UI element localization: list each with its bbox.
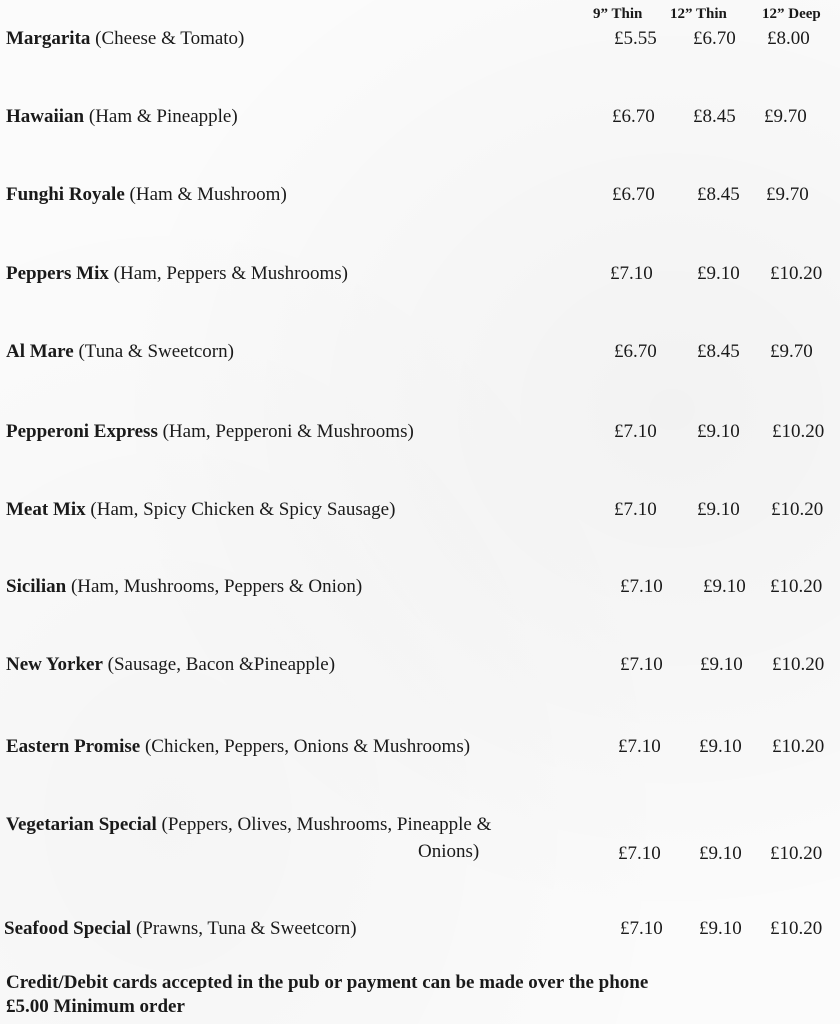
pizza-name: New Yorker [6,654,103,675]
pizza-toppings: (Ham & Mushroom) [129,184,287,205]
price-12-deep: £10.20 [770,918,823,939]
header-12-deep: 12” Deep [762,6,821,22]
pizza-entry [6,736,470,758]
pizza-toppings: (Prawns, Tuna & Sweetcorn) [135,918,357,939]
pizza-toppings: (Ham, Pepperoni & Mushrooms) [162,421,414,442]
pizza-name: Meat Mix [6,499,86,520]
pizza-toppings: (Peppers, Olives, Mushrooms, Pineapple & [161,814,492,835]
price-12-thin: £9.10 [697,263,740,284]
price-9-thin: £5.55 [614,28,657,49]
pizza-name: Funghi Royale [6,184,125,205]
price-12-thin: £9.10 [697,499,740,520]
price-12-deep: £10.20 [770,263,823,284]
pizza-name: Seafood Special [4,918,132,939]
price-9-thin: £7.10 [620,654,663,675]
price-12-deep: £9.70 [764,106,807,127]
price-12-deep: £9.70 [770,341,813,362]
price-12-thin: £6.70 [693,28,736,49]
pizza-toppings: (Ham & Pineapple) [88,106,238,127]
price-9-thin: £7.10 [614,421,657,442]
pizza-toppings: (Ham, Peppers & Mushrooms) [113,263,348,284]
pizza-entry [6,263,348,285]
price-12-deep: £10.20 [771,499,824,520]
header-9-thin: 9” Thin [593,6,643,22]
price-12-thin: £9.10 [699,736,742,757]
pizza-name: Sicilian [6,576,67,597]
pizza-toppings-continued: Onions) [418,841,480,862]
price-12-thin: £8.45 [697,341,740,362]
pizza-toppings: (Sausage, Bacon &Pineapple) [107,654,336,675]
price-9-thin: £7.10 [618,843,661,864]
pizza-toppings: (Ham, Spicy Chicken & Spicy Sausage) [90,499,396,520]
price-9-thin: £6.70 [614,341,657,362]
pizza-entry [6,184,287,206]
price-9-thin: £7.10 [618,736,661,757]
pizza-entry [4,918,357,940]
price-9-thin: £7.10 [620,918,663,939]
pizza-entry [6,106,238,128]
price-9-thin: £7.10 [610,263,653,284]
price-12-deep: £10.20 [772,421,825,442]
price-12-thin: £8.45 [697,184,740,205]
pizza-toppings: (Ham, Mushrooms, Peppers & Onion) [70,576,363,597]
pizza-name: Vegetarian Special [6,814,157,835]
price-12-deep: £10.20 [770,843,823,864]
pizza-entry [6,654,335,676]
pizza-toppings: (Tuna & Sweetcorn) [78,341,234,362]
pizza-name: Margarita [6,28,91,49]
pizza-name: Peppers Mix [6,263,109,284]
price-12-deep: £10.20 [772,654,825,675]
price-12-thin: £9.10 [703,576,746,597]
payment-note: Credit/Debit cards accepted in the pub or payment can be made over the phone [6,972,649,993]
price-12-thin: £9.10 [699,918,742,939]
price-12-thin: £9.10 [699,843,742,864]
minimum-order-note: £5.00 Minimum order [6,996,185,1017]
pizza-toppings: (Cheese & Tomato) [95,28,245,49]
price-12-thin: £8.45 [693,106,736,127]
header-12-thin: 12” Thin [670,6,727,22]
price-12-deep: £10.20 [772,736,825,757]
pizza-toppings: (Chicken, Peppers, Onions & Mushrooms) [144,736,471,757]
pizza-name: Hawaiian [6,106,85,127]
pizza-name: Eastern Promise [6,736,141,757]
pizza-name: Pepperoni Express [6,421,158,442]
price-9-thin: £6.70 [612,184,655,205]
pizza-name: Al Mare [6,341,74,362]
price-12-deep: £10.20 [770,576,823,597]
pizza-entry [6,341,234,363]
pizza-entry [6,421,414,443]
price-12-thin: £9.10 [700,654,743,675]
price-9-thin: £7.10 [620,576,663,597]
pizza-entry [6,499,395,521]
price-9-thin: £7.10 [614,499,657,520]
pizza-entry [6,814,491,836]
price-12-thin: £9.10 [697,421,740,442]
price-12-deep: £9.70 [766,184,809,205]
price-12-deep: £8.00 [767,28,810,49]
pizza-entry [6,576,362,598]
price-9-thin: £6.70 [612,106,655,127]
price-column-headers [0,6,840,26]
pizza-entry [6,28,244,50]
